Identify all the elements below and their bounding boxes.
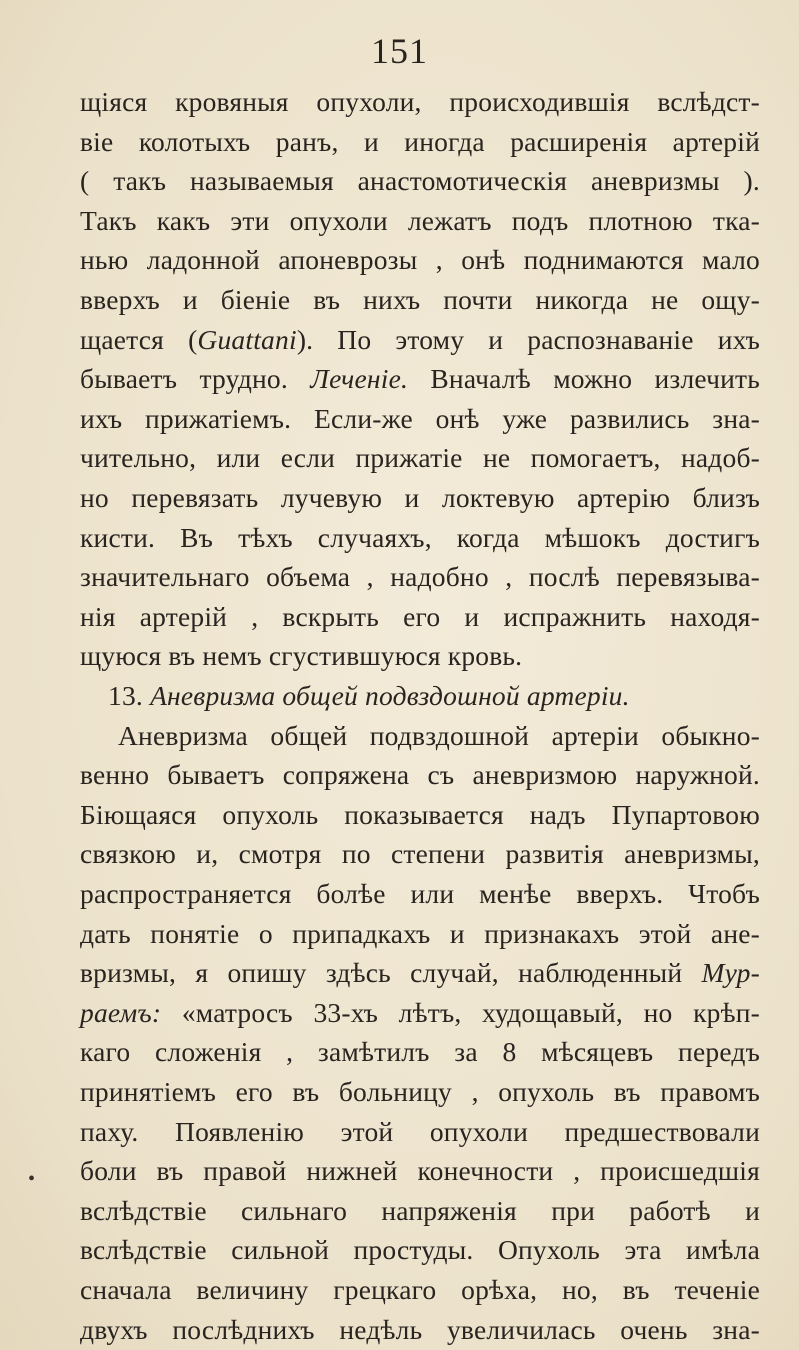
text-line: вслѣдствіе сильной простуды. Опухоль эта имѣла <box>80 1234 760 1266</box>
text-line: чительно, или если прижатіе не помогаетъ, надоб- <box>80 442 760 474</box>
text-line: каго сложенія , замѣтилъ за 8 мѣсяцевъ передъ <box>80 1036 760 1068</box>
text-line: кисти. Въ тѣхъ случаяхъ, когда мѣшокъ достигъ <box>80 521 760 553</box>
text-line: боли въ правой нижней конечности , происшедшія <box>80 1155 760 1187</box>
text-line: сначала величину грецкаго орѣха, но, въ теченіе <box>80 1274 760 1305</box>
margin-mark: • <box>28 1168 36 1190</box>
text-line: Аневризма общей подвздошной артеріи обыкно- <box>118 719 760 751</box>
section-title: Аневризма общей подвздошной артеріи. <box>150 680 630 711</box>
italic-name: Мур- <box>701 957 760 989</box>
text-fragment: ). По этому и распознаваніе ихъ <box>296 323 760 355</box>
text-line: Біющаяся опухоль показывается надъ Пупартовою <box>80 798 760 830</box>
text-fragment: Вначалѣ можно излечить <box>408 363 760 395</box>
text-line: ( такъ называемыя анастомотическія аневризмы ). <box>80 165 760 197</box>
text-line: принятіемъ его въ больницу , опухоль въ правомъ <box>80 1076 760 1107</box>
text-line: вверхъ и біеніе въ нихъ почти никогда не ощу- <box>80 284 760 315</box>
text-fragment: вризмы, я опишу здѣсь случай, наблюденный <box>80 957 702 989</box>
text-line: віе колотыхъ ранъ, и иногда расширенія артерій <box>80 125 760 157</box>
text-line: ихъ прижатіемъ. Если-же онѣ уже развились зна- <box>80 402 760 434</box>
text-fragment: «матросъ 33-хъ лѣтъ, худощавый, но крѣп- <box>161 996 760 1028</box>
text-fragment: бываетъ трудно. <box>80 363 311 395</box>
text-fragment: щается ( <box>80 323 198 355</box>
text-line: нія артерій , вскрыть его и испражнить находя- <box>80 600 760 632</box>
italic-name: раемъ: <box>80 996 162 1028</box>
text-line: венно бываетъ сопряжена съ аневризмою наружной. <box>80 759 760 791</box>
text-line: двухъ послѣднихъ недѣль увеличилась очень зна- <box>80 1313 760 1345</box>
italic-name: Guattani <box>197 323 297 355</box>
text-line: распространяется болѣе или менѣе вверхъ. Чтобъ <box>80 878 760 909</box>
section-number: 13. <box>108 680 151 711</box>
italic-term: Леченіе. <box>310 363 409 395</box>
text-line: вслѣдствіе сильнаго напряженія при работѣ и <box>80 1194 760 1226</box>
text-line: паху. Появленію этой опухоли предшествовали <box>80 1115 760 1147</box>
text-line <box>80 323 760 355</box>
text-line: щіяся кровяныя опухоли, происходившія вслѣдст- <box>80 86 760 117</box>
text-line: дать понятіе о припадкахъ и признакахъ этой ане- <box>80 917 760 949</box>
text-line <box>80 996 760 1028</box>
page-number: 151 <box>371 31 428 71</box>
text-line: щуюся въ немъ сгустившуюся кровь. <box>80 640 523 672</box>
text-line <box>80 365 760 393</box>
text-line: нью ладонной апоневрозы , онѣ поднимаются мало <box>80 244 760 276</box>
text-line: но перевязать лучевую и локтевую артерію близъ <box>80 482 760 513</box>
section-heading <box>108 682 760 710</box>
text-line <box>80 959 760 987</box>
text-line: значительнаго объема , надобно , послѣ перевязыва- <box>80 561 760 593</box>
text-line: связкою и, смотря по степени развитія аневризмы, <box>80 838 760 870</box>
text-line: Такъ какъ эти опухоли лежатъ подъ плотною тка- <box>80 204 760 236</box>
